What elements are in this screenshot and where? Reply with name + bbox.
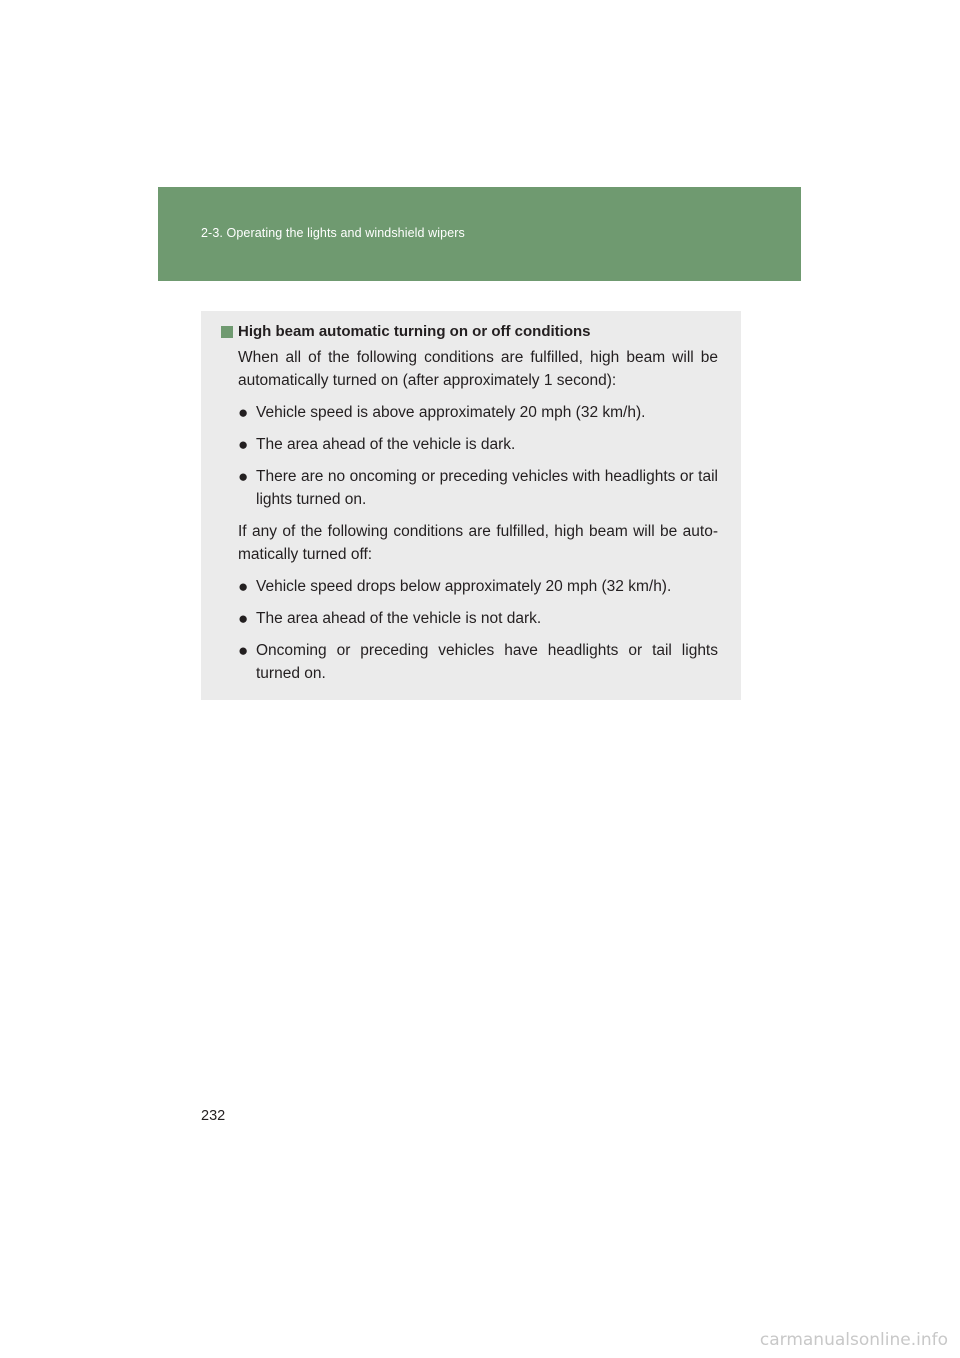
- list-item-text: There are no oncoming or preceding vehicles with headlights or tail lights turned on.: [256, 468, 718, 508]
- list-item: [238, 639, 718, 685]
- bullet-icon: ●: [238, 577, 249, 596]
- section-heading-text: High beam automatic turning on or off conditions: [238, 323, 591, 340]
- section-heading: [221, 323, 591, 340]
- section-header-band: [158, 187, 801, 281]
- list-item-text: Oncoming or preceding vehicles have headlights or tail lights turned on.: [256, 642, 718, 682]
- list-item-text: Vehicle speed drops below approximately 20 mph (32 km/h).: [256, 578, 672, 595]
- on-intro-paragraph: When all of the following conditions are fulfilled, high beam will be automatically turned on (after approximately 1 second):: [238, 349, 718, 389]
- list-item: [238, 575, 718, 598]
- list-item: [238, 433, 718, 456]
- list-item-text: The area ahead of the vehicle is not dark.: [256, 610, 542, 627]
- bullet-icon: ●: [238, 403, 249, 422]
- page-number: 232: [201, 1108, 226, 1124]
- bullet-icon: ●: [238, 435, 249, 454]
- watermark: carmanualsonline.info: [759, 1330, 948, 1350]
- list-item-text: The area ahead of the vehicle is dark.: [256, 436, 516, 453]
- bullet-icon: ●: [238, 467, 249, 486]
- list-item-text: Vehicle speed is above approximately 20 mph (32 km/h).: [256, 404, 646, 421]
- bullet-icon: ●: [238, 641, 249, 660]
- off-intro-paragraph: If any of the following conditions are fulfilled, high beam will be auto-matically turned off:: [238, 523, 718, 563]
- list-item: [238, 607, 718, 630]
- list-item: [238, 401, 718, 424]
- section-title: 2-3. Operating the lights and windshield wipers: [201, 226, 465, 240]
- bullet-icon: ●: [238, 609, 249, 628]
- info-box: [201, 311, 741, 700]
- list-item: [238, 465, 718, 511]
- square-bullet-icon: [221, 326, 233, 338]
